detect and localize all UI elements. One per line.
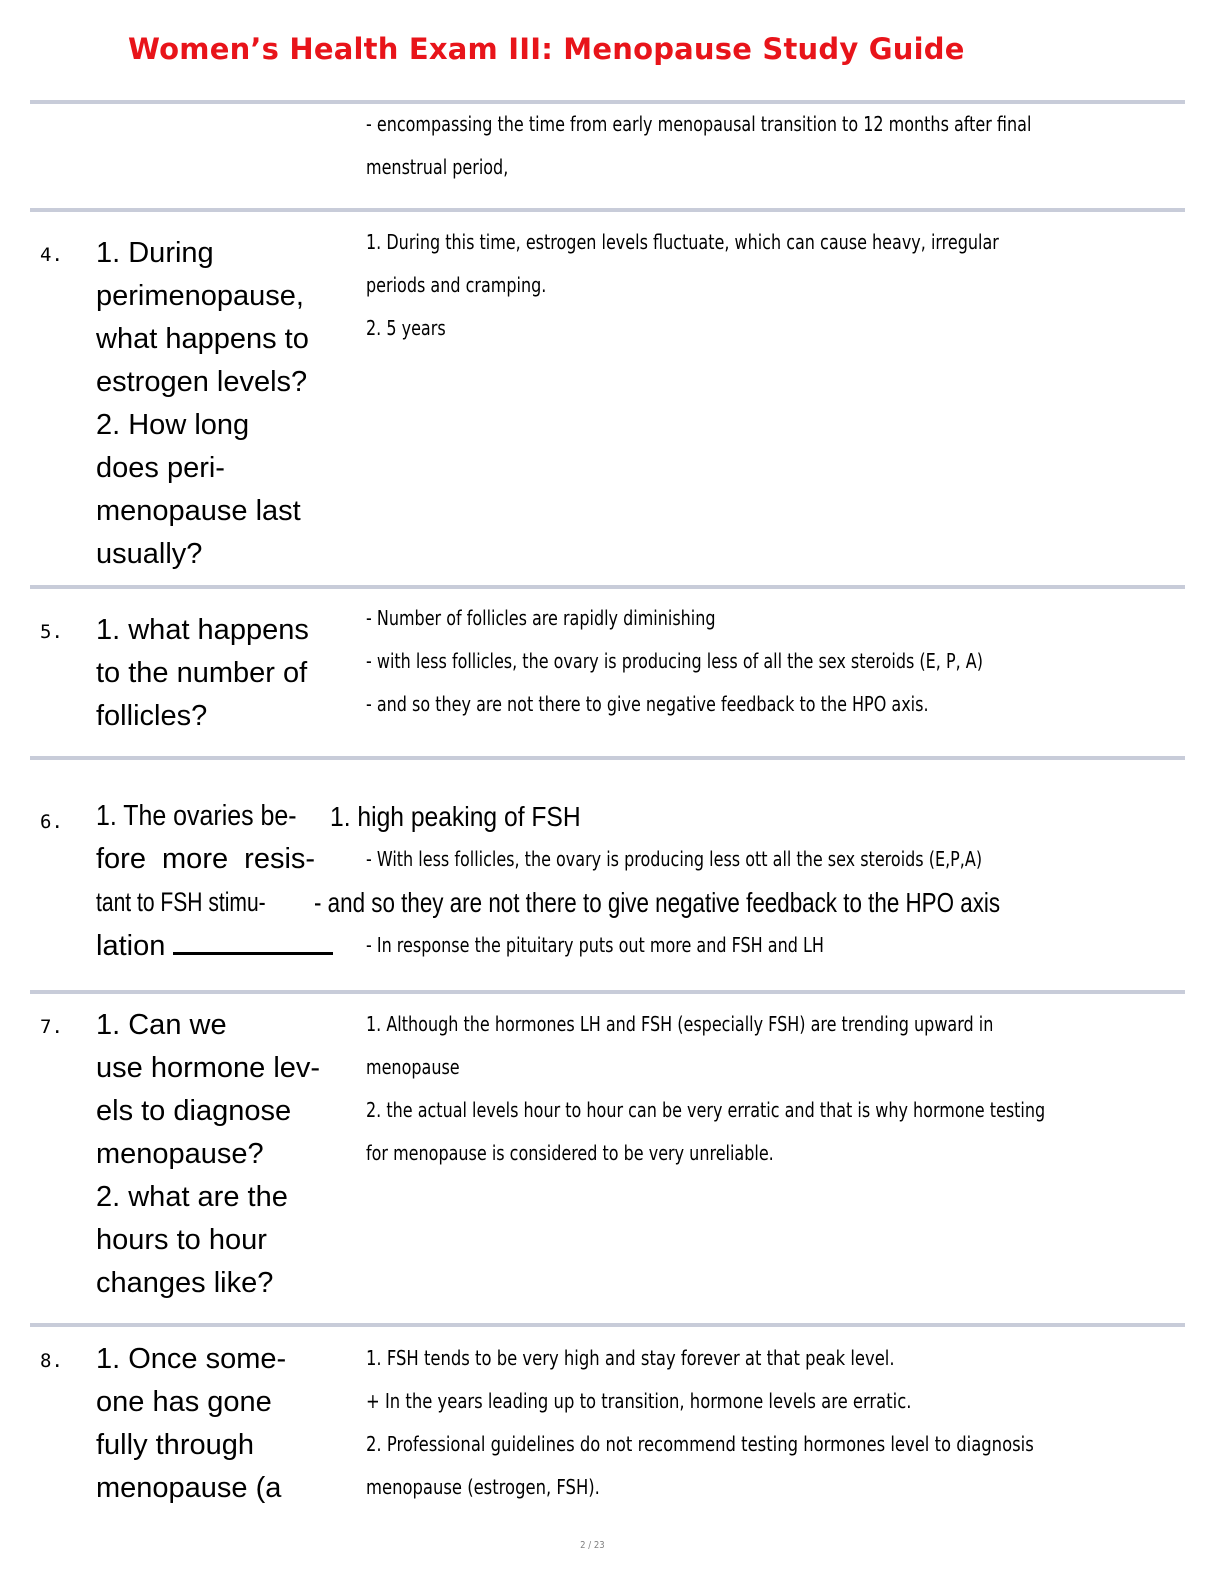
divider bbox=[30, 585, 1185, 589]
question-text: 1. The ovaries be- bbox=[96, 800, 297, 832]
answer-text: 1. During this time, estrogen levels fluctuate, which can cause heavy, irregular periods and cramping. 2. 5 years bbox=[366, 230, 999, 340]
question-text: 1. During perimenopause, what happens to estrogen levels? 2. How long does peri- menopause last usually? bbox=[96, 237, 309, 570]
question-number: 7. bbox=[40, 1016, 63, 1038]
page-number: 2 / 23 bbox=[580, 1540, 605, 1551]
answer-text: - With less follicles, the ovary is producing less ott all the sex steroids (E,P,A) bbox=[366, 847, 983, 871]
answer-text: - Number of follicles are rapidly diminishing - with less follicles, the ovary is producing less of all the sex steroids (E, P, A) - and so they are not there to give negative feedback to the HPO axis. bbox=[366, 606, 983, 716]
answer-text: 1. Although the hormones LH and FSH (especially FSH) are trending upward in menopause 2. the actual levels hour to hour can be very erratic and that is why hormone testing for menopause is considered to be very unreliable. bbox=[366, 1012, 1046, 1165]
answer-text: - encompassing the time from early menopausal transition to 12 months after final menstrual period, bbox=[366, 112, 1032, 179]
question-text: lation bbox=[96, 930, 333, 963]
question-text: tant to FSH stimu- bbox=[96, 887, 266, 917]
page-title: Women’s Health Exam III: Menopause Study Guide bbox=[128, 32, 965, 66]
answer-text: 1. FSH tends to be very high and stay forever at that peak level. + In the years leading up to transition, hormone levels are erratic. 2. Professional guidelines do not recommend testing hormones level to diagnosis menopause (estrogen, FSH). bbox=[366, 1346, 1034, 1499]
question-text: 1. Can we use hormone lev- els to diagnose menopause? 2. what are the hours to hour changes like? bbox=[96, 1009, 321, 1299]
fill-in-blank bbox=[173, 932, 333, 955]
divider bbox=[30, 1323, 1185, 1327]
divider bbox=[30, 208, 1185, 212]
question-number: 6. bbox=[40, 811, 63, 833]
question-number: 4. bbox=[40, 244, 63, 266]
answer-text: 1. high peaking of FSH bbox=[330, 801, 581, 832]
question-text: 1. Once some- one has gone fully through menopause (a bbox=[96, 1343, 287, 1504]
question-number: 8. bbox=[40, 1350, 63, 1372]
answer-text: - and so they are not there to give negative feedback to the HPO axis bbox=[314, 887, 1001, 918]
divider bbox=[30, 756, 1185, 760]
question-text: 1. what happens to the number of follicles? bbox=[96, 614, 309, 732]
answer-text: - In response the pituitary puts out more and FSH and LH bbox=[366, 933, 824, 957]
question-text: fore more resis- bbox=[96, 843, 316, 875]
divider bbox=[30, 990, 1185, 994]
question-number: 5. bbox=[40, 621, 63, 643]
